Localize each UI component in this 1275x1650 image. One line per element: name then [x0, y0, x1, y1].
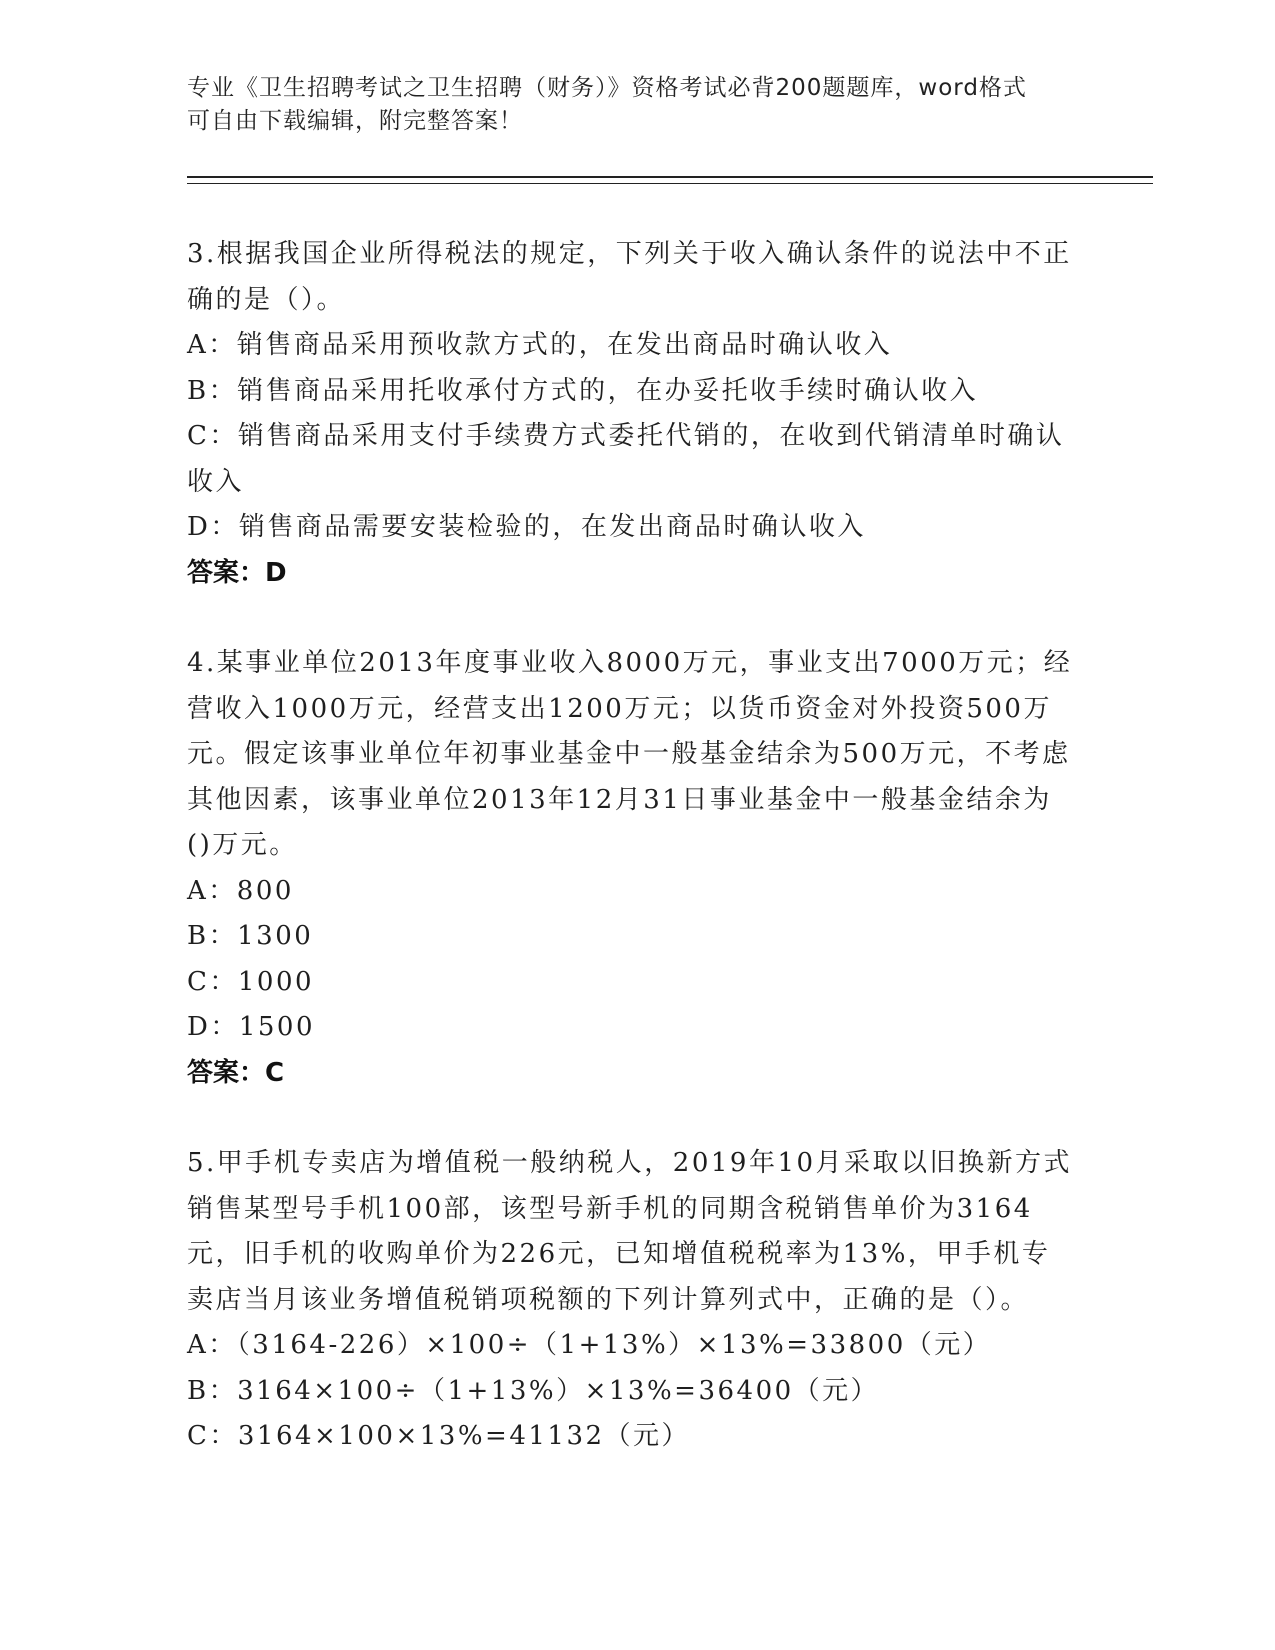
header-line-2: 可自由下载编辑，附完整答案！ — [187, 108, 523, 134]
option-d: D：销售商品需要安装检验的，在发出商品时确认收入 — [187, 512, 866, 542]
option-b: B：销售商品采用托收承付方式的，在办妥托收手续时确认收入 — [187, 375, 979, 406]
option-a: A：销售商品采用预收款方式的，在发出商品时确认收入 — [187, 330, 893, 360]
header-divider-thick — [187, 176, 1153, 178]
answer-label: 答案：C — [187, 1057, 285, 1088]
option-c: C：销售商品采用支付手续费方式委托代销的，在收到代销清单时确认收入 — [187, 421, 1065, 497]
question-spacer — [187, 596, 1087, 641]
option-c: C：3164×100×13%=41132（元） — [187, 1421, 691, 1451]
answer-label: 答案：D — [187, 557, 287, 588]
option-a: A：800 — [187, 875, 294, 906]
document-header — [187, 72, 1067, 138]
question-4 — [187, 641, 1087, 1096]
option-b: B：1300 — [187, 921, 314, 951]
question-text: 5.甲手机专卖店为增值税一般纳税人，2019年10月采取以旧换新方式销售某型号手机100部，该型号新手机的同期含税销售单价为3164元，旧手机的收购单价为226元，已知增值税税率为13%，甲手机专卖店当月该业务增值税销项税额的下列计算列式中，正确的是（）。 — [187, 1148, 1073, 1315]
question-spacer — [187, 1096, 1087, 1141]
option-c: C：1000 — [187, 966, 315, 997]
question-list — [187, 232, 1087, 1460]
question-5 — [187, 1141, 1087, 1460]
header-line-1: 专业《卫生招聘考试之卫生招聘（财务）》资格考试必背200题题库，word格式 — [187, 75, 1027, 101]
option-d: D：1500 — [187, 1012, 316, 1042]
option-a: A：（3164-226）×100÷（1+13%）×13%=33800（元） — [187, 1330, 992, 1360]
question-text: 4.某事业单位2013年度事业收入8000万元，事业支出7000万元；经营收入1000万元，经营支出1200万元；以货币资金对外投资500万元。假定该事业单位年初事业基金中一般基金结余为500万元，不考虑其他因素，该事业单位2013年12月31日事业基金中一般基金结余为()万元。 — [187, 648, 1073, 860]
question-text: 3.根据我国企业所得税法的规定，下列关于收入确认条件的说法中不正确的是（）。 — [187, 239, 1072, 315]
question-3 — [187, 232, 1087, 596]
option-b: B：3164×100÷（1+13%）×13%=36400（元） — [187, 1375, 880, 1406]
header-divider-thin — [187, 183, 1153, 184]
